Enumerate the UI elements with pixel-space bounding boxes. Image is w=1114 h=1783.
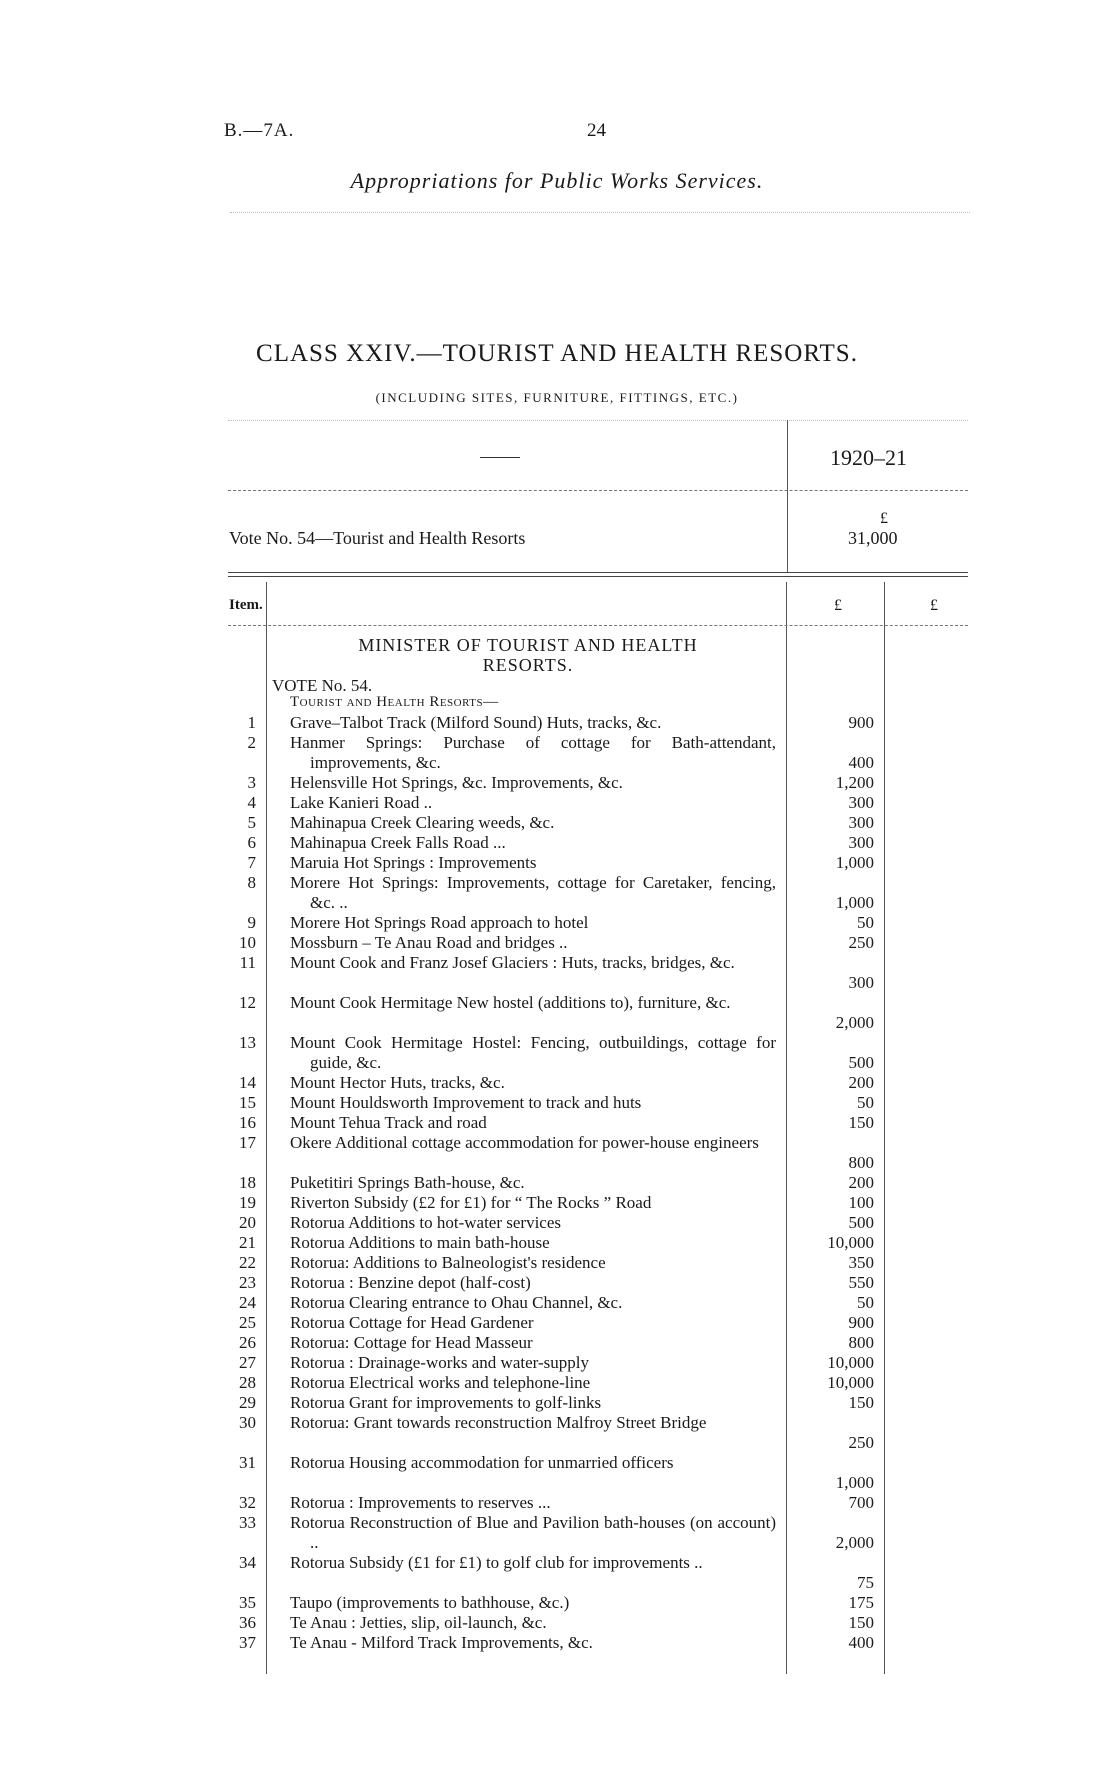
item-amount: 100 bbox=[848, 1193, 874, 1212]
item-number: 17 bbox=[239, 1133, 256, 1152]
item-description: Puketitiri Springs Bath-house, &c. bbox=[290, 1173, 525, 1192]
table-row bbox=[0, 733, 1114, 773]
item-number: 32 bbox=[239, 1493, 256, 1512]
item-number: 29 bbox=[239, 1393, 256, 1412]
item-number: 12 bbox=[239, 993, 256, 1012]
item-description: Mount Hector Huts, tracks, &c. bbox=[290, 1073, 505, 1092]
item-number: 8 bbox=[247, 873, 256, 892]
vote-label: Vote No. 54—Tourist and Health Resorts bbox=[229, 528, 526, 548]
total-column-currency: £ bbox=[930, 597, 938, 614]
table-row bbox=[0, 1233, 1114, 1253]
item-amount: 550 bbox=[848, 1273, 874, 1292]
item-description: Riverton Subsidy (£2 for £1) for “ The Rocks ” Road bbox=[290, 1193, 652, 1212]
item-description: Mossburn – Te Anau Road and bridges .. bbox=[290, 933, 568, 952]
item-number: 4 bbox=[247, 793, 256, 812]
item-amount: 1,000 bbox=[835, 1473, 874, 1492]
item-description: Mount Tehua Track and road bbox=[290, 1113, 487, 1132]
table-row bbox=[0, 1293, 1114, 1313]
item-amount: 800 bbox=[848, 1333, 874, 1352]
table-row bbox=[0, 1333, 1114, 1353]
table-row bbox=[0, 1353, 1114, 1373]
table-row bbox=[0, 1633, 1114, 1653]
item-number: 19 bbox=[239, 1193, 256, 1212]
item-description: Mount Cook Hermitage Hostel: Fencing, outbuildings, cottage for guide, &c. bbox=[290, 1033, 776, 1072]
item-number: 9 bbox=[247, 913, 256, 932]
item-amount: 500 bbox=[848, 1053, 874, 1072]
item-amount: 1,000 bbox=[835, 893, 874, 912]
table-row bbox=[0, 1593, 1114, 1613]
item-description: Maruia Hot Springs : Improvements bbox=[290, 853, 537, 872]
item-description: Te Anau - Milford Track Improvements, &c. bbox=[290, 1633, 593, 1652]
table-row bbox=[0, 1393, 1114, 1413]
item-description: Te Anau : Jetties, slip, oil-launch, &c. bbox=[290, 1613, 547, 1632]
item-number: 2 bbox=[247, 733, 256, 752]
item-amount: 900 bbox=[848, 713, 874, 732]
item-description: Rotorua Reconstruction of Blue and Pavilion bath-houses (on account) .. bbox=[290, 1513, 776, 1552]
item-number: 16 bbox=[239, 1113, 256, 1132]
item-amount: 10,000 bbox=[827, 1353, 874, 1372]
table-row bbox=[0, 1073, 1114, 1093]
item-description: Lake Kanieri Road .. bbox=[290, 793, 433, 812]
vote-currency: £ bbox=[880, 510, 888, 527]
item-number: 33 bbox=[239, 1513, 256, 1532]
item-number: 10 bbox=[239, 933, 256, 952]
item-description: Rotorua Subsidy (£1 for £1) to golf club for improvements .. bbox=[290, 1553, 703, 1572]
item-number: 35 bbox=[239, 1593, 256, 1612]
item-number: 25 bbox=[239, 1313, 256, 1332]
item-amount: 10,000 bbox=[827, 1233, 874, 1252]
table-row bbox=[0, 713, 1114, 733]
item-amount: 250 bbox=[848, 933, 874, 952]
item-number: 3 bbox=[247, 773, 256, 792]
item-description: Rotorua Electrical works and telephone-line bbox=[290, 1373, 591, 1392]
table-row bbox=[0, 1553, 1114, 1593]
item-amount: 900 bbox=[848, 1313, 874, 1332]
item-number: 27 bbox=[239, 1353, 256, 1372]
class-title: CLASS XXIV.—TOURIST AND HEALTH RESORTS. bbox=[256, 340, 858, 367]
item-number: 30 bbox=[239, 1413, 256, 1432]
item-description: Helensville Hot Springs, &c. Improvements, &c. bbox=[290, 773, 623, 792]
item-description: Rotorua: Additions to Balneologist's residence bbox=[290, 1253, 606, 1272]
item-amount: 800 bbox=[848, 1153, 874, 1172]
item-description: Mount Cook Hermitage New hostel (additions to), furniture, &c. bbox=[290, 993, 731, 1012]
table-row bbox=[0, 1133, 1114, 1173]
class-subtitle: (INCLUDING SITES, FURNITURE, FITTINGS, ETC.) bbox=[375, 390, 739, 405]
item-amount: 300 bbox=[848, 813, 874, 832]
item-number: 28 bbox=[239, 1373, 256, 1392]
table-row bbox=[0, 1493, 1114, 1513]
item-description: Morere Hot Springs: Improvements, cottage for Caretaker, fencing, &c. .. bbox=[290, 873, 776, 912]
item-number: 6 bbox=[247, 833, 256, 852]
item-description: Mount Houldsworth Improvement to track and huts bbox=[290, 1093, 642, 1112]
item-description: Rotorua Grant for improvements to golf-links bbox=[290, 1393, 602, 1412]
item-description: Morere Hot Springs Road approach to hotel bbox=[290, 913, 589, 932]
item-amount: 200 bbox=[848, 1173, 874, 1192]
item-number: 31 bbox=[239, 1453, 256, 1472]
item-number: 23 bbox=[239, 1273, 256, 1292]
item-number: 26 bbox=[239, 1333, 256, 1352]
table-row bbox=[0, 1413, 1114, 1453]
item-description: Rotorua: Cottage for Head Masseur bbox=[290, 1333, 533, 1352]
table-row bbox=[0, 1453, 1114, 1493]
item-amount: 200 bbox=[848, 1073, 874, 1092]
item-number: 20 bbox=[239, 1213, 256, 1232]
table-row bbox=[0, 1373, 1114, 1393]
table-row bbox=[0, 813, 1114, 833]
item-amount: 700 bbox=[848, 1493, 874, 1512]
item-amount: 2,000 bbox=[835, 1013, 874, 1032]
table-row bbox=[0, 993, 1114, 1033]
table-row bbox=[0, 1173, 1114, 1193]
vote-number: VOTE No. 54. bbox=[272, 676, 373, 695]
table-row bbox=[0, 853, 1114, 873]
minister-heading: MINISTER OF TOURIST AND HEALTH RESORTS. bbox=[358, 635, 698, 675]
item-description: Mahinapua Creek Clearing weeds, &c. bbox=[290, 813, 555, 832]
item-amount: 1,000 bbox=[835, 853, 874, 872]
item-column-header: Item. bbox=[229, 597, 263, 613]
table-row bbox=[0, 773, 1114, 793]
table-row bbox=[0, 1613, 1114, 1633]
item-amount: 150 bbox=[848, 1393, 874, 1412]
item-amount: 50 bbox=[857, 913, 874, 932]
table-row bbox=[0, 1093, 1114, 1113]
item-amount: 150 bbox=[848, 1113, 874, 1132]
table-row bbox=[0, 873, 1114, 913]
item-description: Okere Additional cottage accommodation for power-house engineers bbox=[290, 1133, 759, 1152]
item-amount: 175 bbox=[848, 1593, 874, 1612]
item-number: 15 bbox=[239, 1093, 256, 1112]
page-number: 24 bbox=[587, 120, 606, 141]
item-amount: 300 bbox=[848, 973, 874, 992]
item-number: 21 bbox=[239, 1233, 256, 1252]
amount-column-currency: £ bbox=[834, 597, 842, 614]
table-row bbox=[0, 1313, 1114, 1333]
table-row bbox=[0, 833, 1114, 853]
item-amount: 250 bbox=[848, 1433, 874, 1452]
table-row bbox=[0, 953, 1114, 993]
item-number: 34 bbox=[239, 1553, 256, 1572]
item-description: Rotorua Clearing entrance to Ohau Channel, &c. bbox=[290, 1293, 623, 1312]
item-number: 7 bbox=[247, 853, 256, 872]
table-row bbox=[0, 1273, 1114, 1293]
item-amount: 300 bbox=[848, 833, 874, 852]
item-amount: 2,000 bbox=[835, 1533, 874, 1552]
table-row bbox=[0, 933, 1114, 953]
item-description: Rotorua: Grant towards reconstruction Malfroy Street Bridge bbox=[290, 1413, 707, 1432]
item-amount: 10,000 bbox=[827, 1373, 874, 1392]
item-amount: 50 bbox=[857, 1293, 874, 1312]
item-description: Rotorua : Drainage-works and water-supply bbox=[290, 1353, 589, 1372]
item-description: Taupo (improvements to bathhouse, &c.) bbox=[290, 1593, 570, 1612]
item-description: Mahinapua Creek Falls Road ... bbox=[290, 833, 506, 852]
item-amount: 300 bbox=[848, 793, 874, 812]
item-number: 1 bbox=[247, 713, 256, 732]
item-amount: 1,200 bbox=[835, 773, 874, 792]
table-row bbox=[0, 793, 1114, 813]
item-description: Mount Cook and Franz Josef Glaciers : Huts, tracks, bridges, &c. bbox=[290, 953, 735, 972]
page-subtitle: Appropriations for Public Works Services. bbox=[350, 168, 764, 193]
item-description: Rotorua : Improvements to reserves ... bbox=[290, 1493, 551, 1512]
table-row bbox=[0, 1513, 1114, 1553]
item-number: 36 bbox=[239, 1613, 256, 1632]
item-description: Rotorua Cottage for Head Gardener bbox=[290, 1313, 534, 1332]
item-number: 18 bbox=[239, 1173, 256, 1192]
item-number: 22 bbox=[239, 1253, 256, 1272]
item-number: 14 bbox=[239, 1073, 256, 1092]
item-description: Hanmer Springs: Purchase of cottage for Bath-attendant, improvements, &c. bbox=[290, 733, 776, 772]
table-row bbox=[0, 1213, 1114, 1233]
table-row bbox=[0, 1113, 1114, 1133]
table-row bbox=[0, 1033, 1114, 1073]
section-heading: Tourist and Health Resorts— bbox=[290, 694, 499, 710]
vote-amount: 31,000 bbox=[848, 528, 898, 548]
item-description: Rotorua Housing accommodation for unmarried officers bbox=[290, 1453, 674, 1472]
year-header: 1920–21 bbox=[830, 445, 907, 470]
item-amount: 50 bbox=[857, 1093, 874, 1112]
table-row bbox=[0, 1253, 1114, 1273]
item-number: 37 bbox=[239, 1633, 256, 1652]
item-number: 11 bbox=[239, 953, 256, 972]
item-description: Grave–Talbot Track (Milford Sound) Huts, tracks, &c. bbox=[290, 713, 662, 732]
item-amount: 75 bbox=[857, 1573, 874, 1592]
table-row bbox=[0, 1193, 1114, 1213]
item-description: Rotorua : Benzine depot (half-cost) bbox=[290, 1273, 531, 1292]
table-row bbox=[0, 913, 1114, 933]
item-number: 24 bbox=[239, 1293, 256, 1312]
item-amount: 150 bbox=[848, 1613, 874, 1632]
item-number: 13 bbox=[239, 1033, 256, 1052]
item-amount: 400 bbox=[848, 1633, 874, 1652]
item-number: 5 bbox=[247, 813, 256, 832]
item-description: Rotorua Additions to main bath-house bbox=[290, 1233, 550, 1252]
item-amount: 350 bbox=[848, 1253, 874, 1272]
document-reference: B.—7A. bbox=[224, 120, 295, 141]
item-amount: 400 bbox=[848, 753, 874, 772]
item-description: Rotorua Additions to hot-water services bbox=[290, 1213, 562, 1232]
item-amount: 500 bbox=[848, 1213, 874, 1232]
